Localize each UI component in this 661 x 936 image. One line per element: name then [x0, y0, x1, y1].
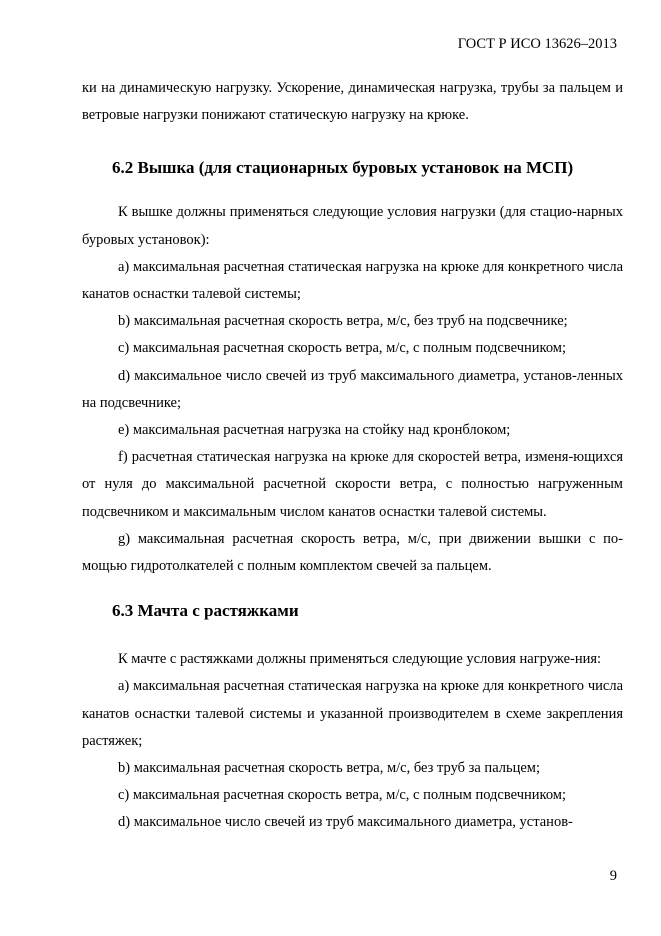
section-6-3-item-c: c) максимальная расчетная скорость ветра, м/с, с полным подсвечником;: [118, 787, 567, 804]
section-6-2-item-g: g) максимальная расчетная скорость ветра, м/с, при движении вышки с по-мощью гидротолкателей с полным комплектом свечей за пальцем.: [82, 530, 623, 575]
section-6-3-lead: К мачте с растяжками должны применяться следующие условия нагруже-ния:: [118, 651, 602, 668]
page-content: [82, 75, 623, 837]
section-6-3-item-d: d) максимальное число свечей из труб максимального диаметра, установ-: [118, 814, 573, 831]
section-heading-6-2: 6.2 Вышка (для стационарных буровых установок на МСП): [112, 158, 574, 178]
section-6-2-item-d: d) максимальное число свечей из труб максимального диаметра, установ-ленных на подсвечнике;: [82, 367, 623, 411]
intro-paragraph: ки на динамическую нагрузку. Ускорение, динамическая нагрузка, трубы за пальцем и ветровые нагрузки понижают статическую нагрузку на крюке.: [82, 80, 623, 124]
page-number: 9: [609, 868, 617, 884]
section-6-2-item-a: а) максимальная расчетная статическая нагрузка на крюке для конкретного числа канатов оснастки талевой системы;: [82, 258, 623, 303]
section-6-2-item-f: f) расчетная статическая нагрузка на крюке для скоростей ветра, изменя-ющихся от нуля до максимальной расчетной скорости ветра, с полностью нагруженным подсвечником и максимальным числом канатов оснастки талевой системы.: [82, 449, 623, 520]
section-6-2-item-b: b) максимальная расчетная скорость ветра, м/с, без труб на подсвечнике;: [118, 313, 568, 330]
section-6-2-item-e: e) максимальная расчетная нагрузка на стойку над кронблоком;: [118, 422, 511, 439]
section-6-3-item-a: а) максимальная расчетная статическая нагрузка на крюке для конкретного числа канатов оснастки талевой системы и указанной производителем в схеме закрепления растяжек;: [82, 678, 623, 749]
section-6-3-item-b: b) максимальная расчетная скорость ветра, м/с, без труб за пальцем;: [118, 760, 541, 777]
section-6-2-item-c: c) максимальная расчетная скорость ветра, м/с, с полным подсвечником;: [118, 340, 567, 357]
section-heading-6-3: 6.3 Мачта с растяжками: [112, 601, 299, 621]
document-header: ГОСТ Р ИСО 13626–2013: [457, 36, 617, 52]
section-6-2-lead: К вышке должны применяться следующие условия нагрузки (для стацио-нарных буровых установок):: [82, 204, 623, 248]
